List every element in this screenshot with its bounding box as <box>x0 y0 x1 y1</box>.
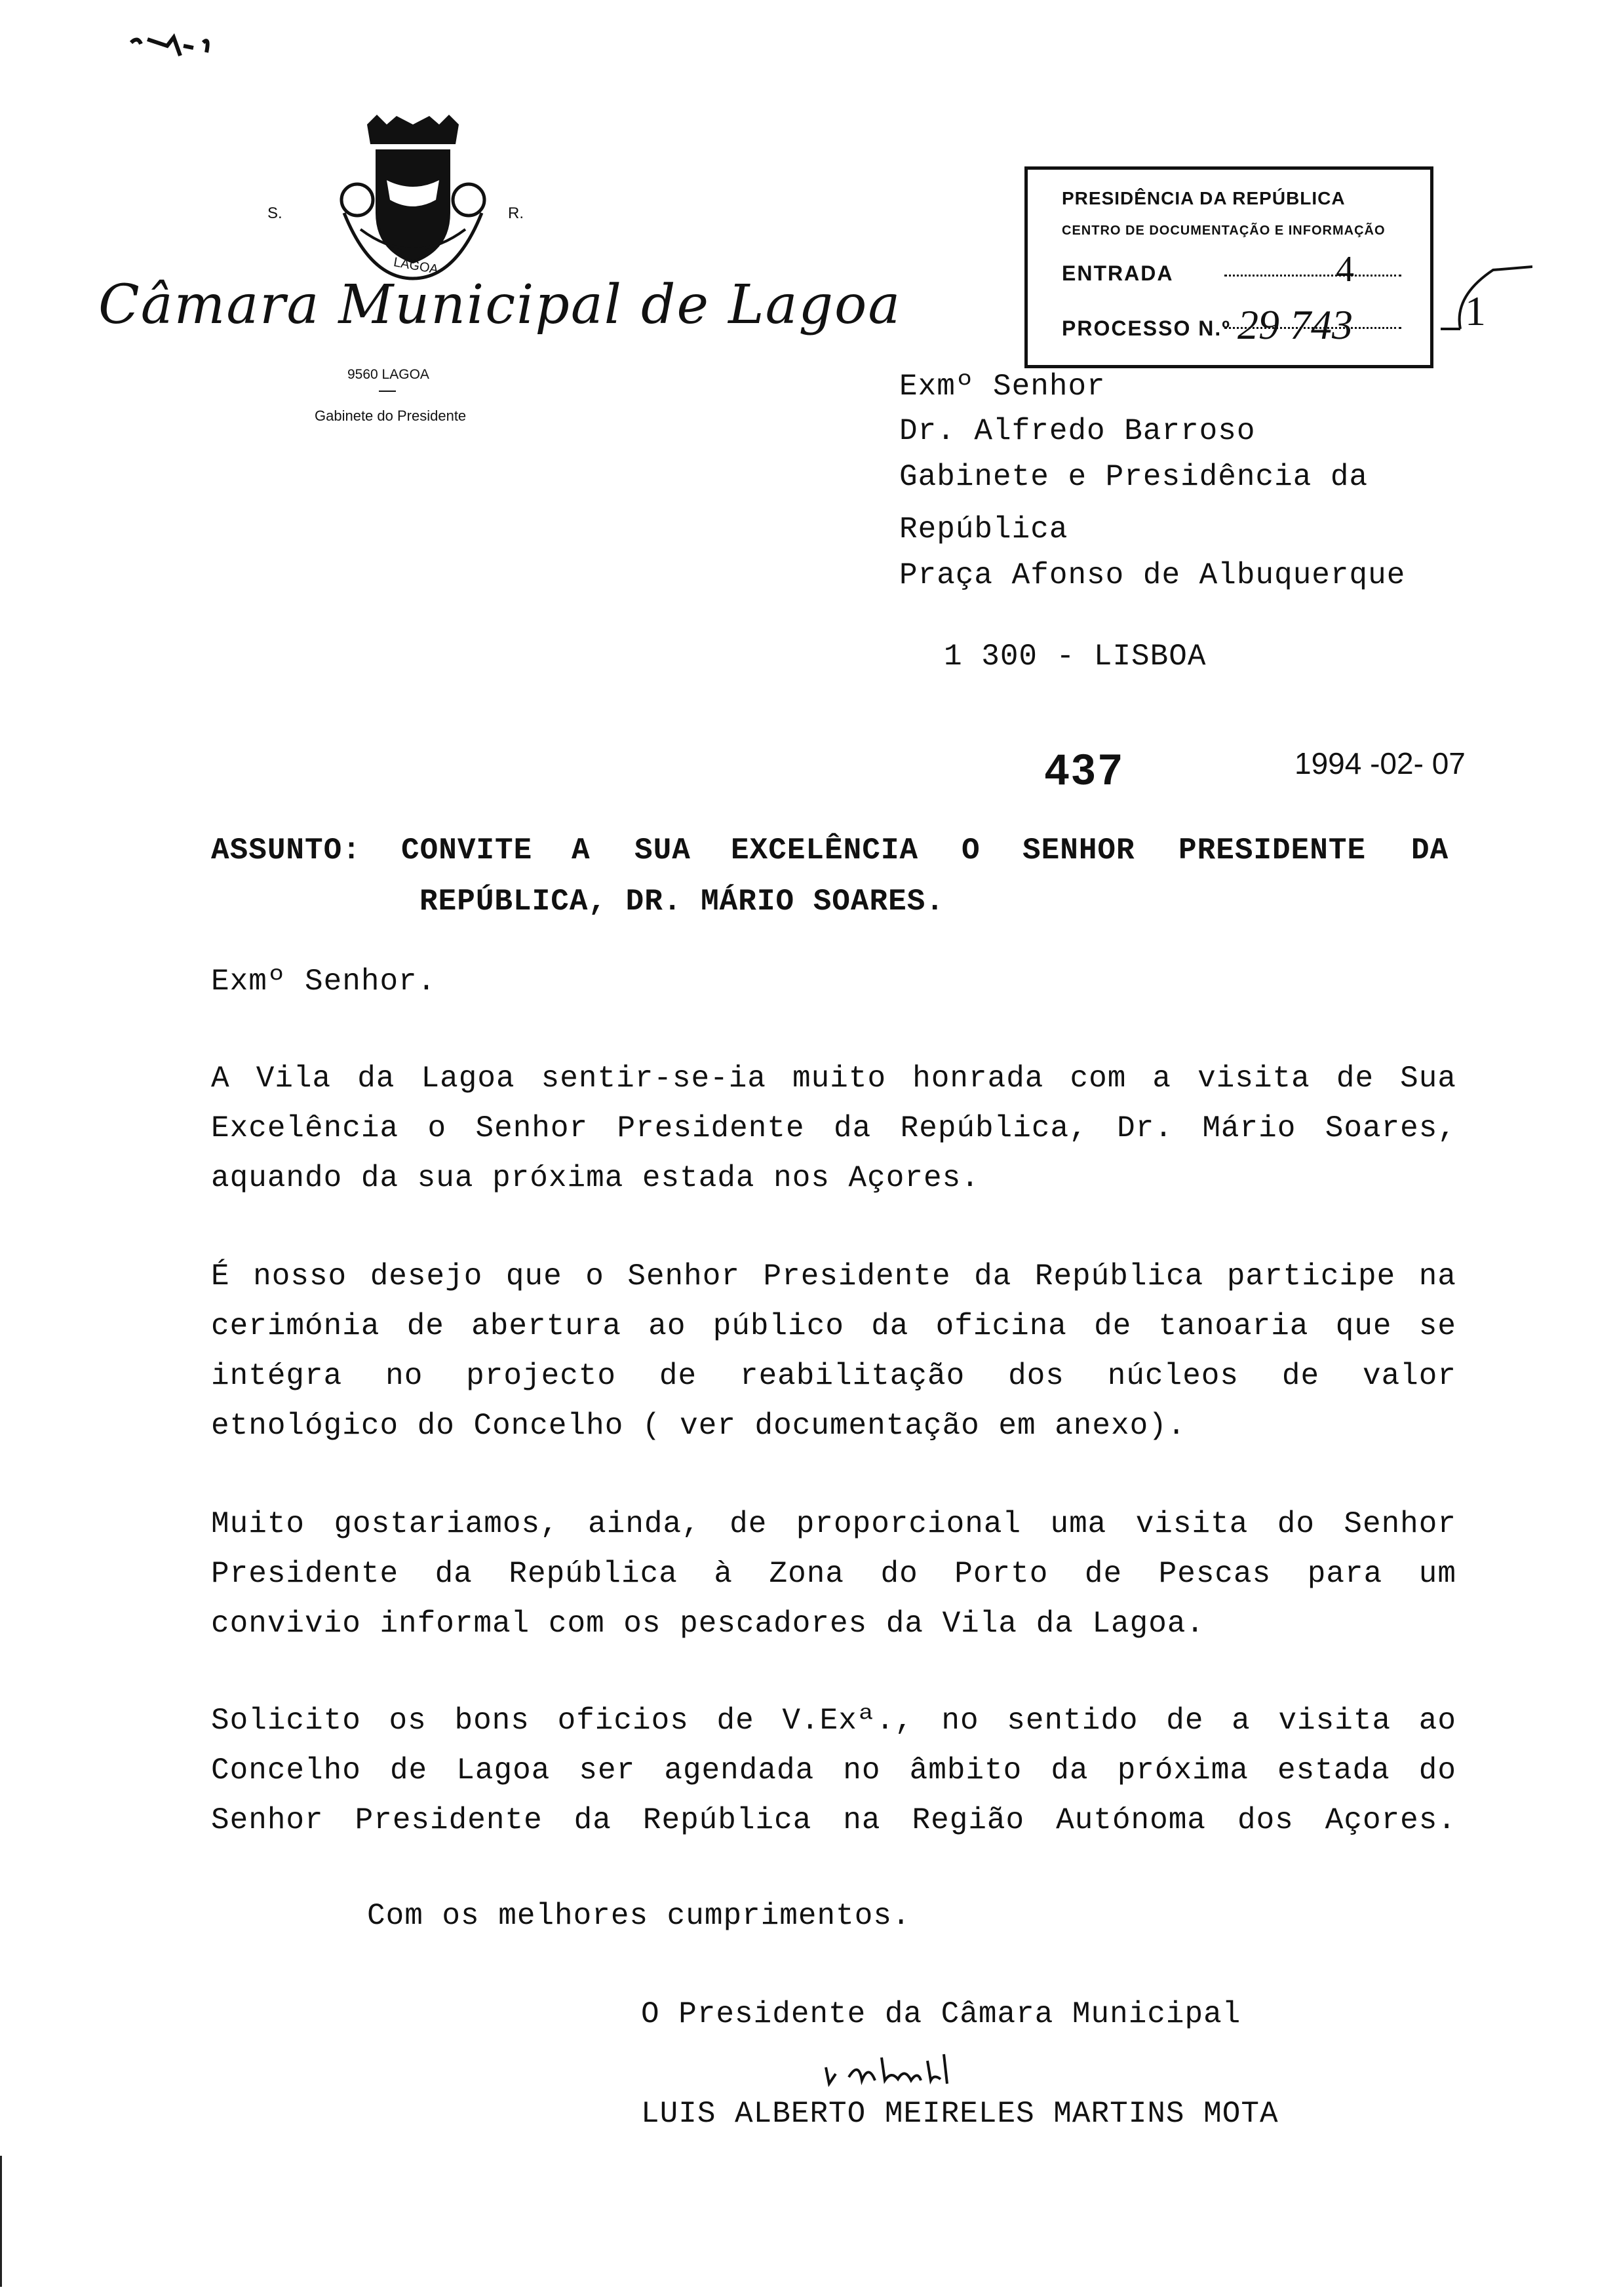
letterhead-title: Câmara Municipal de Lagoa <box>98 274 902 336</box>
subject-word: PRESIDENTE <box>1178 833 1367 868</box>
letter-greeting: Exmº Senhor. <box>211 965 437 999</box>
recipient-office-line1: Gabinete e Presidência da <box>899 460 1369 494</box>
subject-line2: REPÚBLICA, DR. MÁRIO SOARES. <box>419 885 944 919</box>
signer-name: LUIS ALBERTO MEIRELES MARTINS MOTA <box>641 2097 1279 2131</box>
subject-word: SENHOR <box>1022 833 1135 868</box>
letterhead-department: Gabinete do Presidente <box>315 408 467 424</box>
paragraph-line: Senhor Presidente da República na Região Autónoma dos Açores. <box>211 1803 1456 1837</box>
subject-label: ASSUNTO: <box>211 833 361 868</box>
paragraph-line: Presidente da República à Zona do Porto de Pescas para um <box>211 1557 1456 1591</box>
subject-word: EXCELÊNCIA <box>731 833 919 868</box>
paragraph-line: Solicito os bons oficios de V.Exª., no sentido de a visita ao <box>211 1704 1456 1738</box>
stamp-entrada-label: ENTRADA <box>1062 261 1174 285</box>
scan-margin-line <box>0 2156 2 2287</box>
handwritten-scribble-icon <box>128 29 259 69</box>
paragraph-line: Excelência o Senhor Presidente da República, Dr. Mário Soares, <box>211 1111 1456 1145</box>
crest-letter-left: S. <box>267 204 282 222</box>
letter-closing: Com os melhores cumprimentos. <box>367 1899 911 1933</box>
letterhead-city: 9560 LAGOA <box>347 367 429 382</box>
handwritten-signature-icon <box>823 2048 1019 2094</box>
signer-title: O Presidente da Câmara Municipal <box>641 1997 1241 2031</box>
recipient-postal-code: 1 300 - LISBOA <box>944 640 1207 674</box>
paragraph-line: Muito gostariamos, ainda, de proporcional uma visita do Senhor <box>211 1507 1456 1541</box>
recipient-salutation: Exmº Senhor <box>899 370 1106 404</box>
stamp-processo-value: 29 743 <box>1237 301 1353 348</box>
subject-word: DA <box>1411 833 1449 868</box>
recipient-street: Praça Afonso de Albuquerque <box>899 558 1406 592</box>
stamp-line-centre: CENTRO DE DOCUMENTAÇÃO E INFORMAÇÃO <box>1062 223 1386 238</box>
paragraph-line: cerimónia de abertura ao público da oficina de tanoaria que se <box>211 1309 1456 1343</box>
crest-letter-right: R. <box>508 204 524 222</box>
handwritten-bracket-icon <box>1434 257 1532 349</box>
reference-number: 437 <box>1045 745 1125 794</box>
recipient-office-line2: República <box>899 512 1068 546</box>
subject-word: O <box>962 833 981 868</box>
stamp-entrada-value: 4 <box>1336 249 1354 290</box>
paragraph-line: Concelho de Lagoa ser agendada no âmbito da próxima estada do <box>211 1753 1456 1788</box>
subject-word: A <box>572 833 591 868</box>
recipient-name: Dr. Alfredo Barroso <box>899 414 1256 448</box>
stamp-entrada-dotted-line <box>1224 275 1401 277</box>
paragraph-line: É nosso desejo que o Senhor Presidente da República participe na <box>211 1259 1456 1293</box>
paragraph-line: intégra no projecto de reabilitação dos núcleos de valor <box>211 1359 1456 1393</box>
margin-note: 1 <box>1465 288 1486 334</box>
stamp-processo-label: PROCESSO N.º <box>1062 316 1231 340</box>
reference-date: 1994 -02- 07 <box>1294 746 1466 780</box>
paragraph-line: etnológico do Concelho ( ver documentação em anexo). <box>211 1409 1186 1443</box>
subject-word: SUA <box>634 833 691 868</box>
paragraph-line: aquando da sua próxima estada nos Açores. <box>211 1161 980 1195</box>
stamp-line-office: PRESIDÊNCIA DA REPÚBLICA <box>1062 188 1346 208</box>
reception-stamp <box>1024 166 1433 368</box>
paragraph-line: A Vila da Lagoa sentir-se-ia muito honrada com a visita de Sua <box>211 1062 1456 1096</box>
subject-word: CONVITE <box>401 833 533 868</box>
crest-ribbon-text: LAGOA <box>392 255 440 277</box>
letterhead-divider <box>379 391 396 392</box>
paragraph-line: convivio informal com os pescadores da Vila da Lagoa. <box>211 1607 1205 1641</box>
